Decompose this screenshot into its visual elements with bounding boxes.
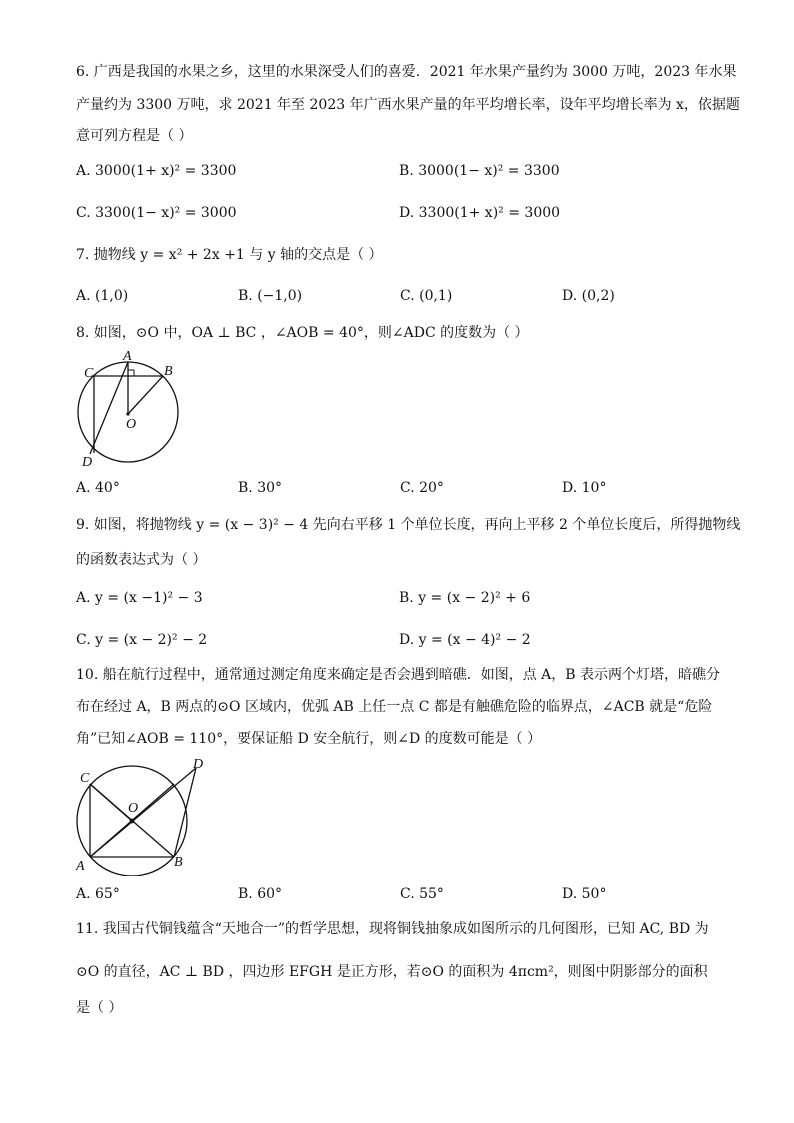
q8-label-b: B: [164, 364, 173, 379]
q10-option-d: D. 50°: [562, 886, 607, 902]
q9-option-c: C. y = (x − 2)² − 2: [76, 632, 208, 648]
q10-option-c: C. 55°: [400, 886, 444, 902]
q7-option-a: A. (1,0): [76, 288, 129, 304]
q9-line-1: 9. 如图，将抛物线 y = (x − 3)² − 4 先向右平移 1 个单位长度，再向上平移 2 个单位长度后，所得抛物线: [76, 517, 741, 533]
q11-line-2: ⊙O 的直径，AC ⊥ BD ，四边形 EFGH 是正方形，若⊙O 的面积为 4πcm²，则图中阴影部分的面积: [76, 964, 708, 980]
q8-circle-figure: [70, 346, 190, 472]
q9-line-2: 的函数表达式为（ ）: [76, 552, 207, 568]
q10-label-d: D: [193, 757, 204, 772]
q11-line-1: 11. 我国古代铜钱蕴含“天地合一”的哲学思想，现将铜钱抽象成如图所示的几何图形，已知 AC, BD 为: [76, 921, 709, 937]
q9-option-d: D. y = (x − 4)² − 2: [399, 632, 531, 648]
q8-option-c: C. 20°: [400, 480, 444, 496]
q10-label-o: O: [128, 801, 139, 816]
q6-line-3: 意可列方程是（ ）: [76, 128, 193, 144]
q8-label-c: C: [84, 366, 94, 381]
q7-line-1: 7. 抛物线 y = x² + 2x +1 与 y 轴的交点是（ ）: [76, 247, 383, 263]
q8-line-1: 8. 如图，⊙O 中，OA ⊥ BC ，∠AOB = 40°，则∠ADC 的度数为（ ）: [76, 325, 529, 341]
q7-option-d: D. (0,2): [562, 288, 615, 304]
q7-option-c: C. (0,1): [400, 288, 453, 304]
q8-label-a: A: [123, 349, 132, 364]
q8-option-b: B. 30°: [238, 480, 283, 496]
q6-line-2: 产量约为 3300 万吨，求 2021 年至 2023 年广西水果产量的年平均增长率，设年平均增长率为 x，依据题: [76, 97, 740, 113]
q8-option-d: D. 10°: [562, 480, 607, 496]
q6-line-1: 6. 广西是我国的水果之乡，这里的水果深受人们的喜爱．2021 年水果产量约为 3000 万吨，2023 年水果: [76, 64, 737, 80]
q9-option-b: B. y = (x − 2)² + 6: [399, 590, 531, 606]
q6-option-a: A. 3000(1+ x)² = 3300: [76, 163, 237, 179]
q6-option-b: B. 3000(1− x)² = 3300: [399, 163, 560, 179]
q10-circle-figure: [70, 754, 220, 876]
q10-label-c: C: [80, 771, 90, 786]
q9-option-a: A. y = (x −1)² − 3: [76, 590, 203, 606]
q10-line-1: 10. 船在航行过程中，通常通过测定角度来确定是否会遇到暗礁．如图，点 A，B 表示两个灯塔，暗礁分: [76, 667, 721, 683]
q6-option-c: C. 3300(1− x)² = 3000: [76, 205, 237, 221]
q10-line-3: 角”已知∠AOB = 110°，要保证船 D 安全航行，则∠D 的度数可能是（ ）: [76, 731, 542, 747]
q6-option-d: D. 3300(1+ x)² = 3000: [399, 205, 561, 221]
q8-label-d: D: [82, 455, 93, 470]
q10-line-2: 布在经过 A，B 两点的⊙O 区域内，优弧 AB 上任一点 C 都是有触礁危险的临界点，∠ACB 就是“危险: [76, 699, 713, 715]
q10-label-a: A: [76, 859, 85, 874]
q11-line-3: 是（ ）: [76, 1000, 123, 1016]
q10-option-a: A. 65°: [76, 886, 120, 902]
q7-option-b: B. (−1,0): [238, 288, 303, 304]
q8-label-o: O: [126, 417, 137, 432]
q8-option-a: A. 40°: [76, 480, 120, 496]
q10-label-b: B: [174, 855, 183, 870]
q10-option-b: B. 60°: [238, 886, 283, 902]
